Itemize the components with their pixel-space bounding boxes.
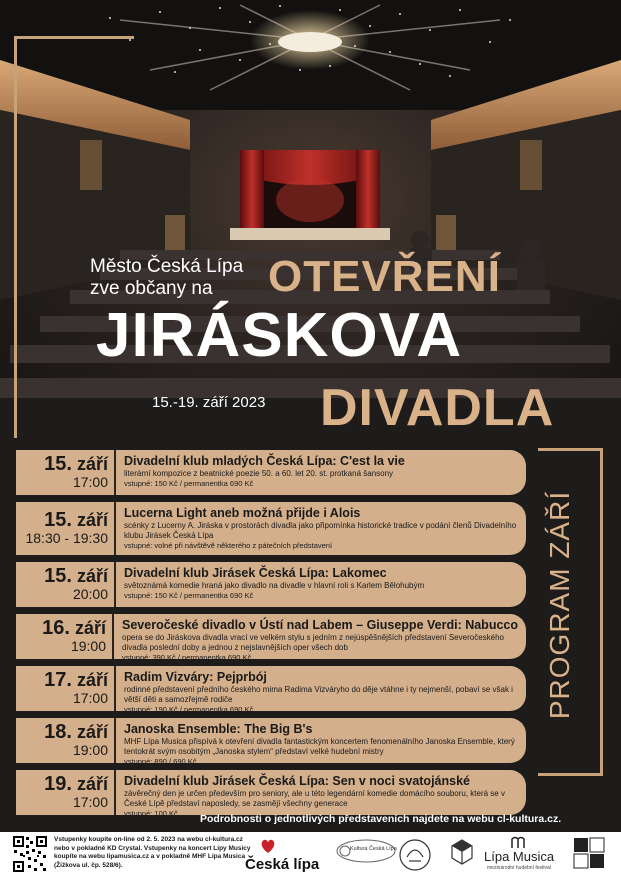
event-title: Divadelní klub Jirásek Česká Lípa: Lakomec bbox=[124, 566, 387, 580]
event-list bbox=[16, 450, 526, 822]
event-price: vstupné: volné při návštěvě některého z pátečních představení bbox=[124, 541, 333, 550]
event-card bbox=[16, 502, 526, 555]
event-card bbox=[16, 718, 526, 766]
event-day: 15. bbox=[44, 509, 72, 531]
event-date bbox=[16, 614, 114, 659]
event-month: září bbox=[76, 670, 108, 690]
invitation-line-2: zve občany na bbox=[90, 278, 213, 299]
details-note: Podrobnosti o jednotlivých představeních najdete na webu cl-kultura.cz. bbox=[200, 813, 562, 825]
cube-logo-icon bbox=[450, 838, 474, 870]
event-description: rodinné představení předního českého mima Radima Vizváryho do děje vtáhne i ty nejmenší, pobaví se však i větší děti a samozřejmě rodiče bbox=[124, 685, 513, 704]
event-description: závěrečný den je určen především pro seniory, ale u této legendární komedie domácího souboru, která se v České Lípě představí naposledy, se zasmějí všechny generace bbox=[124, 789, 505, 808]
event-card bbox=[16, 614, 526, 662]
event-title: Divadelní klub mladých Česká Lípa: C'est la vie bbox=[124, 454, 405, 468]
event-time: 18:30 - 19:30 bbox=[25, 530, 108, 546]
event-time: 20:00 bbox=[72, 586, 108, 602]
event-info bbox=[116, 502, 526, 555]
event-month: září bbox=[76, 722, 108, 742]
event-date bbox=[16, 666, 116, 711]
event-info bbox=[114, 614, 526, 662]
event-day: 19. bbox=[44, 773, 72, 795]
event-time: 19:00 bbox=[72, 742, 108, 758]
event-month: září bbox=[76, 454, 108, 474]
event-day: 16. bbox=[42, 617, 70, 639]
lipa-musica-logo: Lípa Musica bbox=[484, 849, 555, 864]
invitation-text bbox=[90, 256, 243, 300]
event-date bbox=[16, 770, 116, 815]
lipa-musica-subtitle: mezinárodní hudební festival bbox=[487, 865, 551, 871]
event-month: září bbox=[76, 566, 108, 586]
title-otevreni: OTEVŘENÍ bbox=[268, 252, 501, 301]
ceska-lipa-leaf-icon bbox=[259, 838, 277, 854]
invitation-line-1: Město Česká Lípa bbox=[90, 256, 244, 277]
event-title: Severočeské divadlo v Ústí nad Labem – Giuseppe Verdi: Nabucco bbox=[122, 618, 518, 632]
event-day: 15. bbox=[44, 565, 72, 587]
event-description: scénky z Lucerny A. Jiráska v prostorách divadla jako připomínka historické tradice v podání členů Divadelního klubu Jirásek Česká Lípa bbox=[124, 521, 517, 540]
event-time: 19:00 bbox=[70, 638, 107, 654]
event-time: 17:00 bbox=[72, 474, 108, 490]
event-card bbox=[16, 666, 526, 714]
event-date bbox=[16, 718, 116, 763]
event-title: Radim Vizváry: Pejprbój bbox=[124, 670, 267, 684]
event-card bbox=[16, 770, 526, 818]
festival-dates: 15.-19. září 2023 bbox=[152, 394, 266, 411]
event-title: Lucerna Light aneb možná přijde i Alois bbox=[124, 506, 361, 520]
ticket-info-line: (Žižkova ul. čp. 528/6). bbox=[54, 861, 123, 869]
ticket-info-line: Vstupenky koupíte on-line od 2. 5. 2023 na webu cl-kultura.cz bbox=[54, 836, 243, 843]
event-time: 17:00 bbox=[72, 794, 108, 810]
event-price: vstupné: 150 Kč / permanentka 690 Kč bbox=[124, 591, 254, 600]
title-jiraskova: JIRÁSKOVA bbox=[96, 301, 463, 370]
event-date bbox=[16, 450, 116, 495]
event-date bbox=[16, 562, 116, 607]
event-time: 17:00 bbox=[72, 690, 108, 706]
event-day: 18. bbox=[44, 721, 72, 743]
title-divadla: DIVADLA bbox=[320, 379, 555, 437]
event-card bbox=[16, 450, 526, 495]
event-price: vstupné: 890 / 690 Kč bbox=[124, 757, 197, 766]
event-day: 17. bbox=[44, 669, 72, 691]
lipa-musica-mark-icon bbox=[510, 836, 528, 849]
event-card bbox=[16, 562, 526, 607]
kultura-ceska-lipa-label: Kultura Česká Lípa bbox=[350, 846, 397, 852]
event-price: vstupné: 390 Kč / permanentka 690 Kč bbox=[122, 653, 252, 662]
event-month: září bbox=[76, 510, 108, 530]
frame-line-top-left bbox=[14, 36, 134, 39]
festival-emblem-icon bbox=[398, 837, 432, 873]
event-title: Divadelní klub Jirásek Česká Lípa: Sen v noci svatojánské bbox=[124, 774, 470, 788]
event-description: MHF Lípa Musica přispívá k otevření divadla fantastickým koncertem fenomenálního Janoska Ensemble, který tentokrát svým osobitým „Janoska stylem“ představí velké hudební mistry bbox=[124, 737, 515, 756]
ticket-info-line: koupíte na webu lipamusica.cz a v pokladně MHF Lípa Musica bbox=[54, 853, 246, 860]
event-date bbox=[16, 502, 116, 555]
event-description: literární kompozice z beatnické poezie 50. a 60. let 20. st. protkaná šansony bbox=[124, 469, 394, 478]
event-price: vstupné: 100 Kč bbox=[124, 809, 178, 818]
event-day: 15. bbox=[44, 453, 72, 475]
event-info bbox=[116, 718, 526, 766]
ticket-info bbox=[54, 836, 251, 870]
event-info bbox=[116, 666, 526, 714]
event-price: vstupné: 190 Kč / permanentka 690 Kč bbox=[124, 705, 254, 714]
event-month: září bbox=[74, 618, 107, 638]
event-info bbox=[116, 562, 526, 607]
sponsor-emblem-icon bbox=[572, 836, 606, 874]
event-info bbox=[116, 770, 526, 818]
ticket-info-line: nebo v pokladně KD Crystal. Vstupenky na koncert Lípy Musicy bbox=[54, 844, 251, 852]
event-description: opera se do Jiráskova divadla vrací ve velkém stylu s jedním z nejúspěšnějších představení Severočeského divadla poslední doby a jednou z nejslavnějších oper všech dob bbox=[122, 633, 504, 652]
event-title: Janoska Ensemble: The Big B's bbox=[124, 722, 313, 736]
qr-code-icon[interactable] bbox=[12, 835, 48, 873]
ceska-lipa-logo: Česká lípa bbox=[245, 856, 320, 873]
event-month: září bbox=[76, 774, 108, 794]
event-description: světoznámá komedie hraná jako divadlo na divadle v hlavní roli s Karlem Bělohubým bbox=[124, 581, 425, 590]
event-info bbox=[116, 450, 526, 495]
frame-line-left bbox=[14, 36, 17, 438]
event-price: vstupné: 150 Kč / permanentka 690 Kč bbox=[124, 479, 254, 488]
program-heading: PROGRAM ZÁŘÍ bbox=[544, 490, 575, 720]
